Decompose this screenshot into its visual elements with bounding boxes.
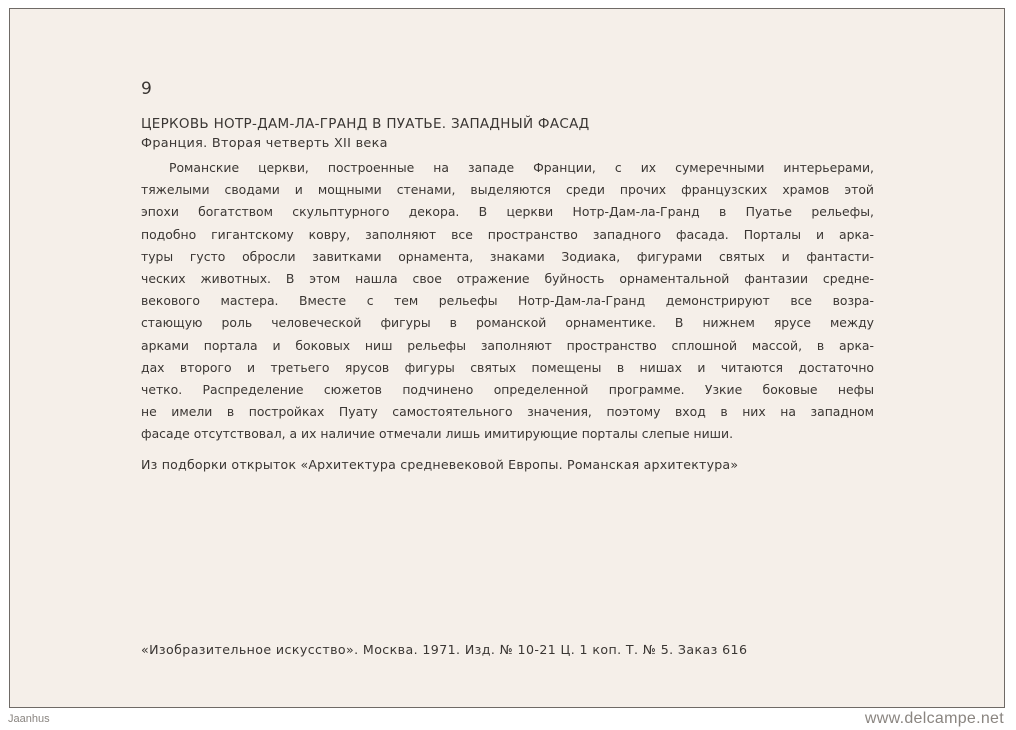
site-watermark: www.delcampe.net [864, 710, 1004, 727]
description-text [141, 157, 874, 445]
card-subtitle: Франция. Вторая четверть XII века [141, 136, 388, 151]
body-line: векового мастера. Вместе с тем рельефы Нотр-Дам-ла-Гранд демонстрируют все возра- [141, 293, 874, 309]
body-line: не имели в постройках Пуату самостоятельного значения, поэтому вход в них на западном [141, 404, 874, 420]
card-number: 9 [141, 79, 153, 99]
seller-watermark: Jaanhus [8, 713, 50, 725]
card-title: ЦЕРКОВЬ НОТР-ДАМ-ЛА-ГРАНД В ПУАТЬЕ. ЗАПАДНЫЙ ФАСАД [141, 116, 590, 132]
body-line: ческих животных. В этом нашла свое отражение буйность орнаментальной фантазии средне- [141, 270, 874, 286]
body-line: тяжелыми сводами и мощными стенами, выделяются среди прочих французских храмов этой [141, 182, 874, 198]
body-line: туры густо обросли завитками орнамента, знаками Зодиака, фигурами святых и фантасти- [141, 248, 874, 264]
body-line: фасаде отсутствовал, а их наличие отмечали лишь имитирующие порталы слепые ниши. [141, 426, 734, 442]
body-line: дах второго и третьего ярусов фигуры святых помещены в нишах и читаются достаточно [141, 359, 874, 375]
body-line: эпохи богатством скульптурного декора. В церкви Нотр-Дам-ла-Гранд в Пуатье рельефы, [141, 204, 874, 220]
publisher-imprint: «Изобразительное искусство». Москва. 1971. Изд. № 10-21 Ц. 1 коп. Т. № 5. Заказ 616 [141, 642, 748, 657]
series-source-note: Из подборки открыток «Архитектура средневековой Европы. Романская архитектура» [141, 457, 739, 472]
body-line: четко. Распределение сюжетов подчинено определенной программе. Узкие боковые нефы [141, 381, 874, 397]
body-line: стающую роль человеческой фигуры в романской орнаментике. В нижнем ярусе между [141, 315, 874, 331]
postcard-back [9, 8, 1005, 708]
body-line: подобно гигантскому ковру, заполняют все пространство западного фасада. Порталы и арка- [141, 226, 874, 242]
body-line: Романские церкви, построенные на западе Франции, с их сумеречными интерьерами, [169, 160, 874, 175]
body-line: арками портала и боковых ниш рельефы заполняют пространство сплошной массой, в арка- [141, 337, 874, 353]
